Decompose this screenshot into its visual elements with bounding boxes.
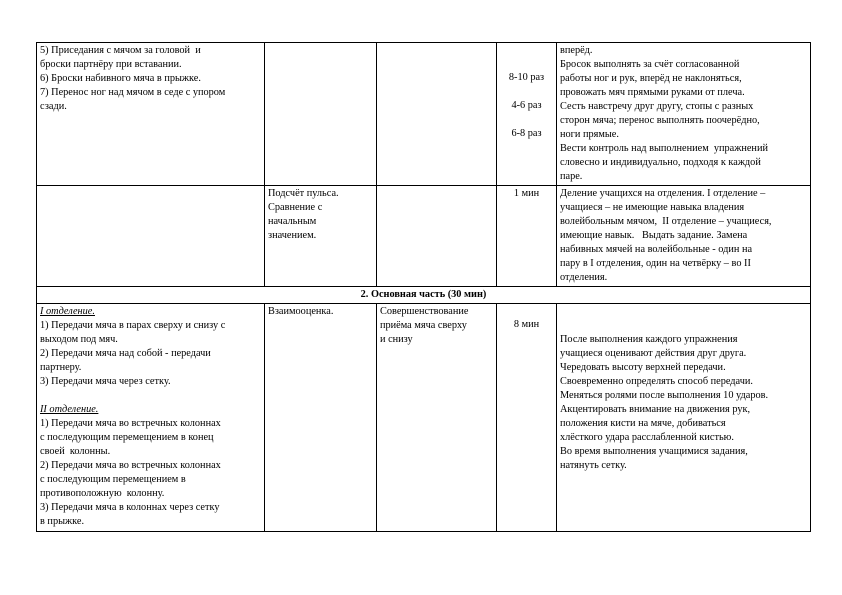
guidelines-cell bbox=[557, 43, 811, 186]
task-line: и снизу bbox=[380, 334, 413, 345]
guideline-line: словесно и индивидуально, подходя к каждой bbox=[560, 157, 761, 168]
exercise-line: 6) Броски набивного мяча в прыжке. bbox=[40, 73, 201, 84]
section-header: 2. Основная часть (30 мин) bbox=[37, 287, 811, 304]
guideline-line: вперёд. bbox=[560, 45, 593, 56]
guideline-line: хлёсткого удара расслабленной кистью. bbox=[560, 432, 734, 443]
exercise-line: сзади. bbox=[40, 101, 67, 112]
exercise-line: с последующим перемещением в конец bbox=[40, 432, 214, 443]
control-line: значением. bbox=[268, 230, 317, 241]
guideline-line: Меняться ролями после выполнения 10 ударов. bbox=[560, 390, 769, 401]
lesson-plan-page bbox=[36, 42, 810, 532]
dosage-value: 4-6 раз bbox=[511, 100, 542, 111]
dosage-value: 8-10 раз bbox=[508, 72, 545, 83]
guideline-line: положения кисти на мяче, добиваться bbox=[560, 418, 726, 429]
exercise-line: противоположную колонну. bbox=[40, 488, 165, 499]
exercise-line: 3) Передачи мяча через сетку. bbox=[40, 376, 171, 387]
exercise-line: 5) Приседания с мячом за головой и bbox=[40, 45, 201, 56]
table-row bbox=[37, 43, 811, 186]
control-line: Сравнение с bbox=[268, 202, 323, 213]
exercise-line: своей колонны. bbox=[40, 446, 111, 457]
dosage-value: 8 мин bbox=[513, 319, 540, 330]
guideline-line: работы ног и рук, вперёд не наклоняться, bbox=[560, 73, 742, 84]
exercise-line: 2) Передачи мяча над собой - передачи bbox=[40, 348, 211, 359]
control-line: Взаимооценка. bbox=[268, 306, 334, 317]
exercise-line: в прыжке. bbox=[40, 516, 85, 527]
dosage-cell bbox=[497, 43, 557, 186]
exercise-cell bbox=[37, 186, 265, 287]
guideline-line: Деление учащихся на отделения. I отделение – bbox=[560, 188, 766, 199]
guideline-line: Во время выполнения учащимися задания, bbox=[560, 446, 748, 457]
task-cell bbox=[377, 304, 497, 532]
guidelines-cell bbox=[557, 304, 811, 532]
guideline-line: пару в I отделения, один на четвёрку – во II bbox=[560, 258, 751, 269]
control-cell bbox=[265, 304, 377, 532]
exercise-line: партнеру. bbox=[40, 362, 82, 373]
exercise-cell bbox=[37, 43, 265, 186]
exercise-cell bbox=[37, 304, 265, 532]
guideline-line: учащиеся оценивают действия друг друга. bbox=[560, 348, 747, 359]
dosage-cell bbox=[497, 186, 557, 287]
exercise-line: 1) Передачи мяча во встречных колоннах bbox=[40, 418, 221, 429]
guideline-line: Сесть навстречу друг другу, стопы с разных bbox=[560, 101, 754, 112]
guideline-line: отделения. bbox=[560, 272, 608, 283]
task-line: приёма мяча сверху bbox=[380, 320, 467, 331]
guideline-line: После выполнения каждого упражнения bbox=[560, 334, 738, 345]
exercise-line: 3) Передачи мяча в колоннах через сетку bbox=[40, 502, 220, 513]
dosage-value: 1 мин bbox=[513, 188, 540, 199]
control-line: начальным bbox=[268, 216, 317, 227]
control-line: Подсчёт пульса. bbox=[268, 188, 339, 199]
guideline-line: паре. bbox=[560, 171, 583, 182]
group-title: I отделение. bbox=[40, 306, 95, 317]
guideline-line: Чередовать высоту верхней передачи. bbox=[560, 362, 726, 373]
table-row bbox=[37, 287, 811, 304]
guideline-line: имеющие навык. Выдать задание. Замена bbox=[560, 230, 748, 241]
control-cell bbox=[265, 43, 377, 186]
exercise-line: броски партнёру при вставании. bbox=[40, 59, 182, 70]
guideline-line: провожать мяч прямыми руками от плеча. bbox=[560, 87, 745, 98]
guideline-line: набивных мячей на волейбольные - один на bbox=[560, 244, 753, 255]
task-line: Совершенствование bbox=[380, 306, 469, 317]
guideline-line: ноги прямые. bbox=[560, 129, 619, 140]
table-row bbox=[37, 304, 811, 532]
spacer bbox=[40, 389, 261, 403]
guideline-line: учащиеся – не имеющие навыка владения bbox=[560, 202, 745, 213]
group-title: II отделение. bbox=[40, 404, 99, 415]
dosage-value: 6-8 раз bbox=[511, 128, 542, 139]
lesson-plan-table bbox=[36, 42, 811, 532]
exercise-line: 2) Передачи мяча во встречных колоннах bbox=[40, 460, 221, 471]
guideline-line: сторон мяча; перенос выполнять поочерёдно, bbox=[560, 115, 760, 126]
guideline-line: Бросок выполнять за счёт согласованной bbox=[560, 59, 740, 70]
guideline-line: Акцентировать внимание на движения рук, bbox=[560, 404, 751, 415]
guideline-line: волейбольным мячом, II отделение – учащиеся, bbox=[560, 216, 772, 227]
dosage-cell bbox=[497, 304, 557, 532]
guideline-line: Своевременно определять способ передачи. bbox=[560, 376, 753, 387]
exercise-line: 7) Перенос ног над мячом в седе с упором bbox=[40, 87, 226, 98]
guideline-line: Вести контроль над выполнением упражнений bbox=[560, 143, 768, 154]
exercise-line: выходом под мяч. bbox=[40, 334, 118, 345]
control-cell bbox=[265, 186, 377, 287]
exercise-line: с последующим перемещением в bbox=[40, 474, 186, 485]
guidelines-cell bbox=[557, 186, 811, 287]
table-row bbox=[37, 186, 811, 287]
exercise-line: 1) Передачи мяча в парах сверху и снизу с bbox=[40, 320, 226, 331]
task-cell bbox=[377, 43, 497, 186]
task-cell bbox=[377, 186, 497, 287]
guideline-line: натянуть сетку. bbox=[560, 460, 627, 471]
